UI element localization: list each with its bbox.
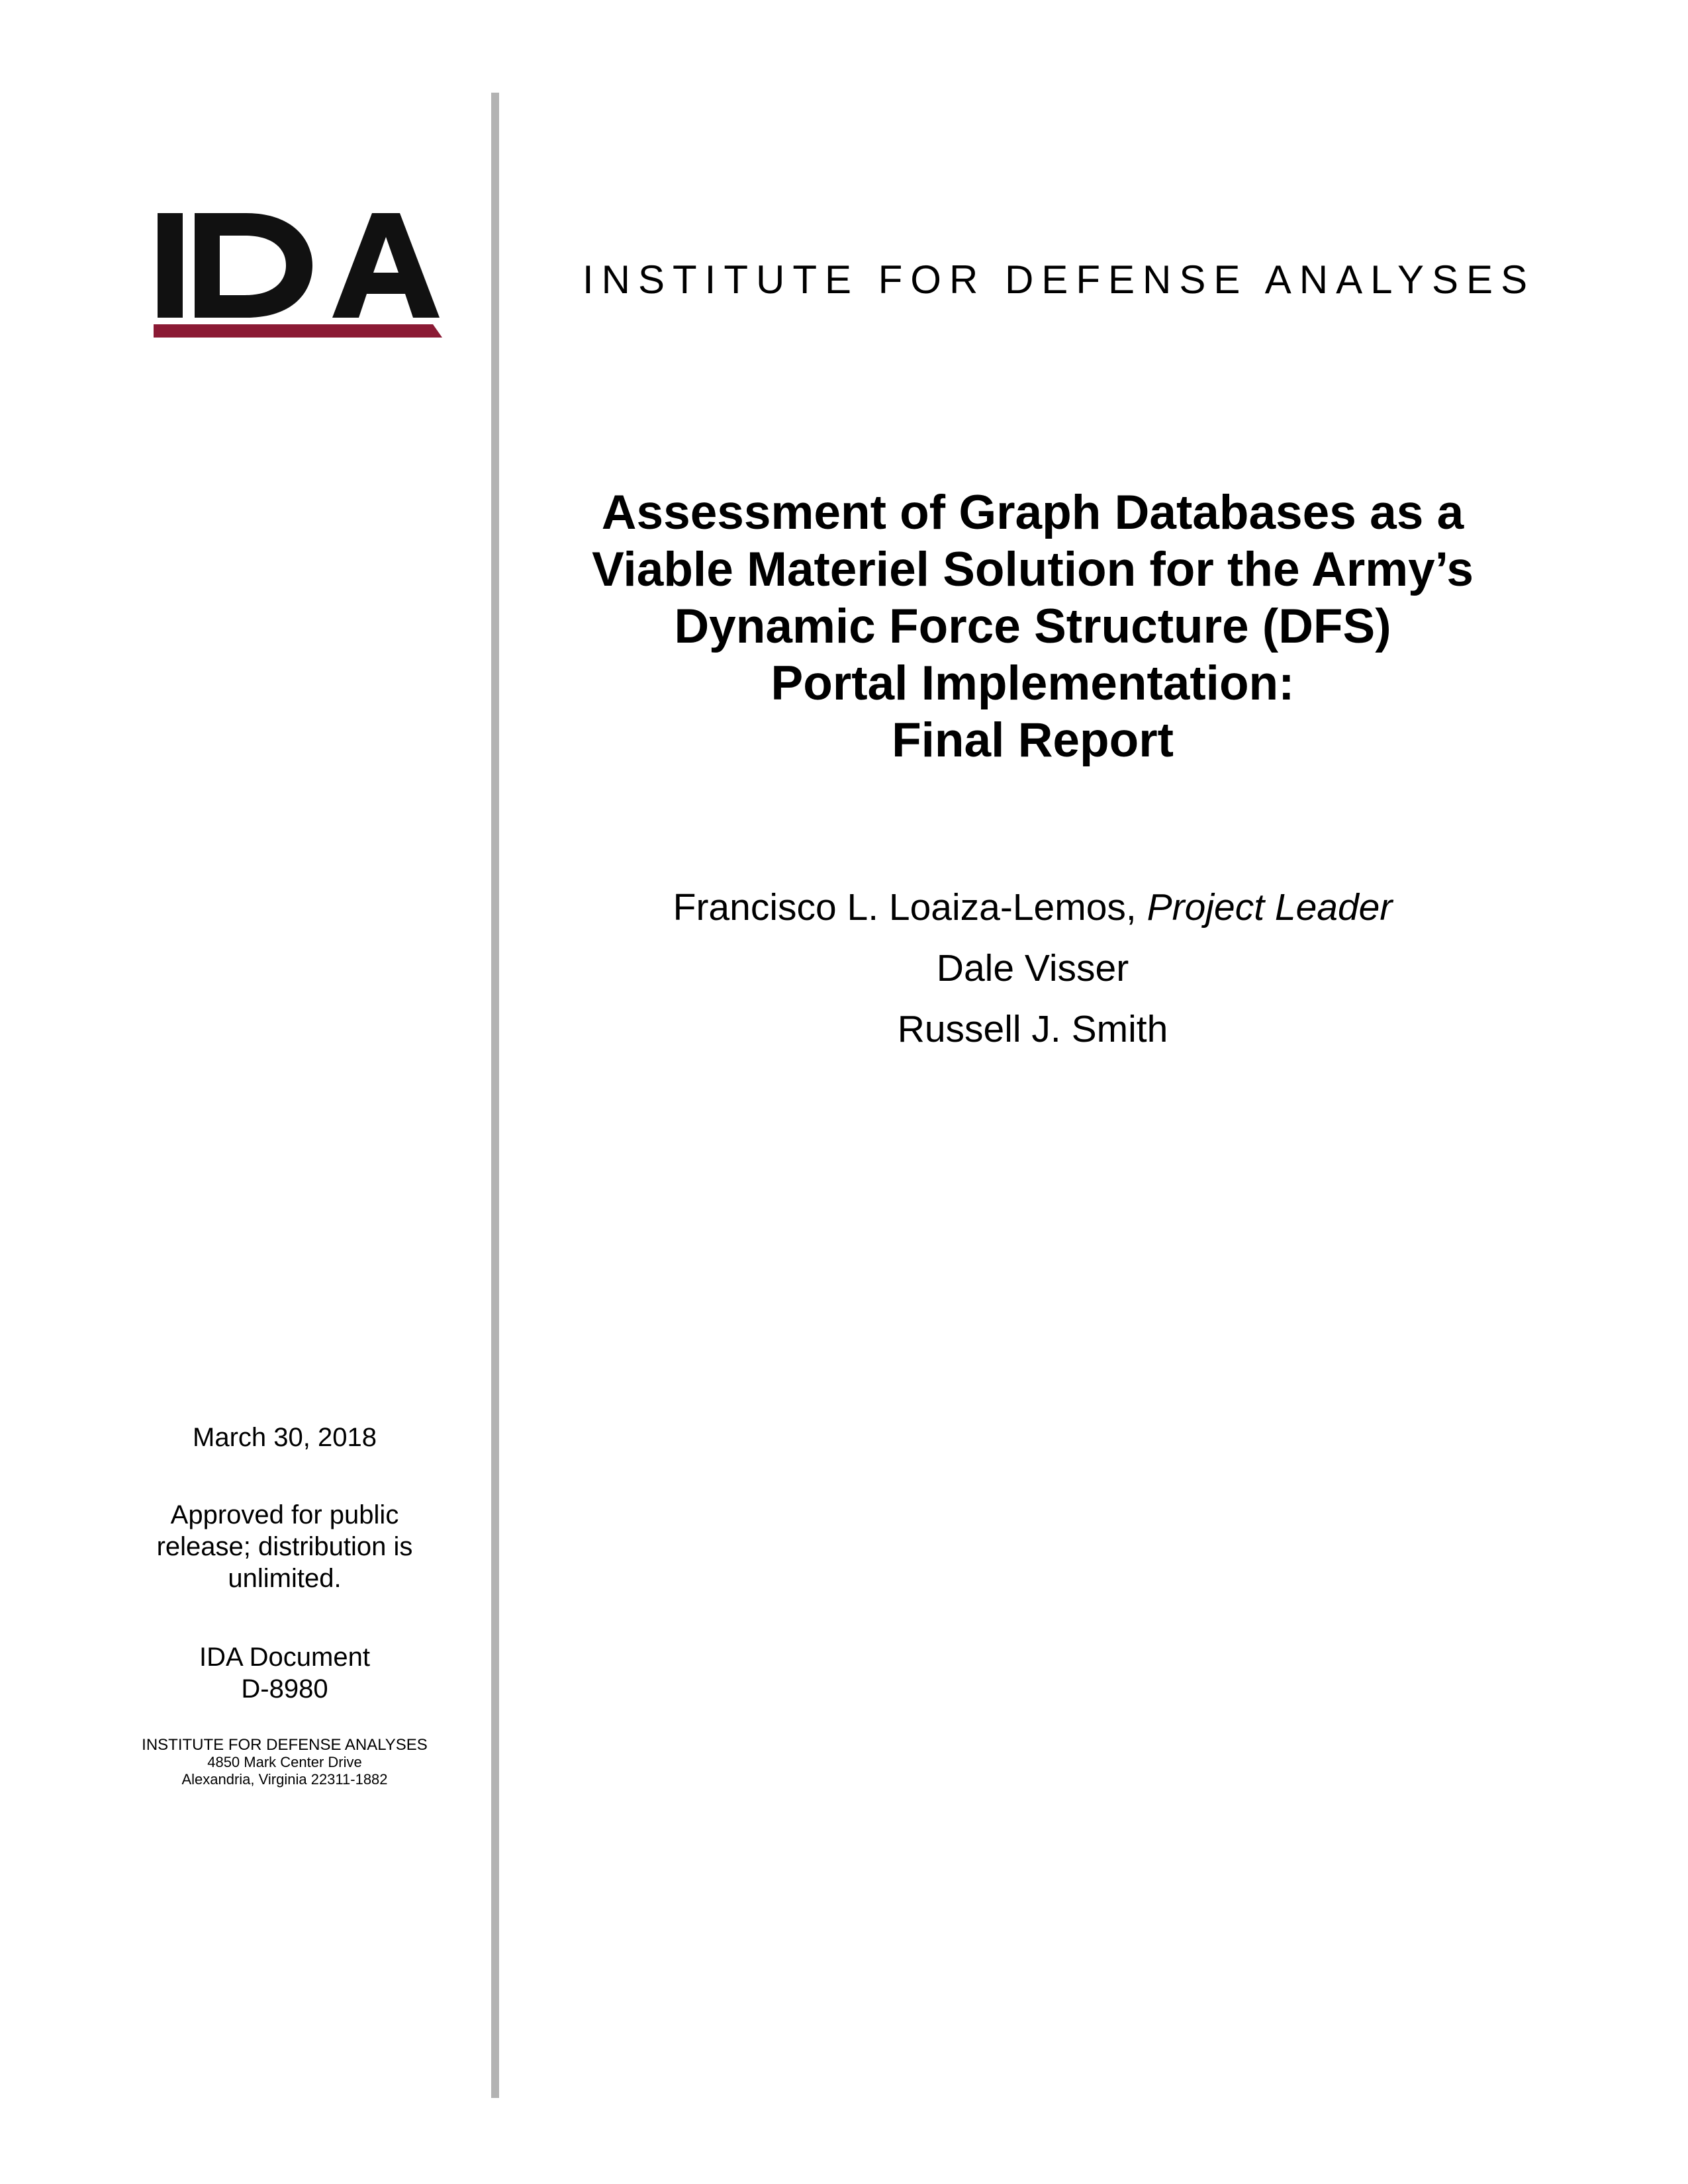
logo-letter-i bbox=[158, 213, 183, 318]
report-title bbox=[543, 484, 1523, 769]
title-line: Assessment of Graph Databases as a bbox=[601, 486, 1464, 539]
author-name: Dale Visser bbox=[936, 947, 1129, 989]
institute-address bbox=[119, 1737, 450, 1788]
author-name: Francisco L. Loaiza-Lemos, bbox=[673, 886, 1137, 929]
document-number bbox=[119, 1641, 450, 1705]
distribution-statement bbox=[119, 1499, 450, 1594]
document-type: IDA Document bbox=[199, 1643, 370, 1672]
publication-date: March 30, 2018 bbox=[193, 1423, 377, 1452]
vertical-divider bbox=[491, 93, 499, 2098]
title-line: Portal Implementation: bbox=[771, 657, 1295, 710]
logo-letter-d bbox=[195, 213, 312, 318]
title-line: Viable Materiel Solution for the Army’s bbox=[592, 543, 1474, 596]
author-entry bbox=[543, 999, 1523, 1060]
address-organization: INSTITUTE FOR DEFENSE ANALYSES bbox=[142, 1736, 428, 1754]
title-line: Dynamic Force Structure (DFS) bbox=[674, 600, 1391, 653]
author-entry bbox=[543, 877, 1523, 938]
distribution-line: release; distribution is bbox=[156, 1532, 413, 1561]
address-city: Alexandria, Virginia 22311-1882 bbox=[181, 1771, 388, 1788]
author-role: Project Leader bbox=[1147, 886, 1393, 929]
title-line: Final Report bbox=[892, 713, 1174, 767]
address-street: 4850 Mark Center Drive bbox=[207, 1754, 362, 1770]
ida-logo-graphic bbox=[154, 206, 442, 344]
distribution-line: Approved for public bbox=[170, 1500, 399, 1529]
distribution-line: unlimited. bbox=[228, 1564, 342, 1593]
author-name: Russell J. Smith bbox=[897, 1008, 1168, 1050]
ida-logo bbox=[154, 206, 442, 344]
document-id: D-8980 bbox=[241, 1674, 328, 1704]
institute-name: INSTITUTE FOR DEFENSE ANALYSES bbox=[583, 257, 1536, 302]
logo-letter-a bbox=[332, 213, 440, 318]
author-list bbox=[543, 877, 1523, 1060]
author-entry bbox=[543, 938, 1523, 999]
logo-accent-bar bbox=[154, 324, 442, 338]
